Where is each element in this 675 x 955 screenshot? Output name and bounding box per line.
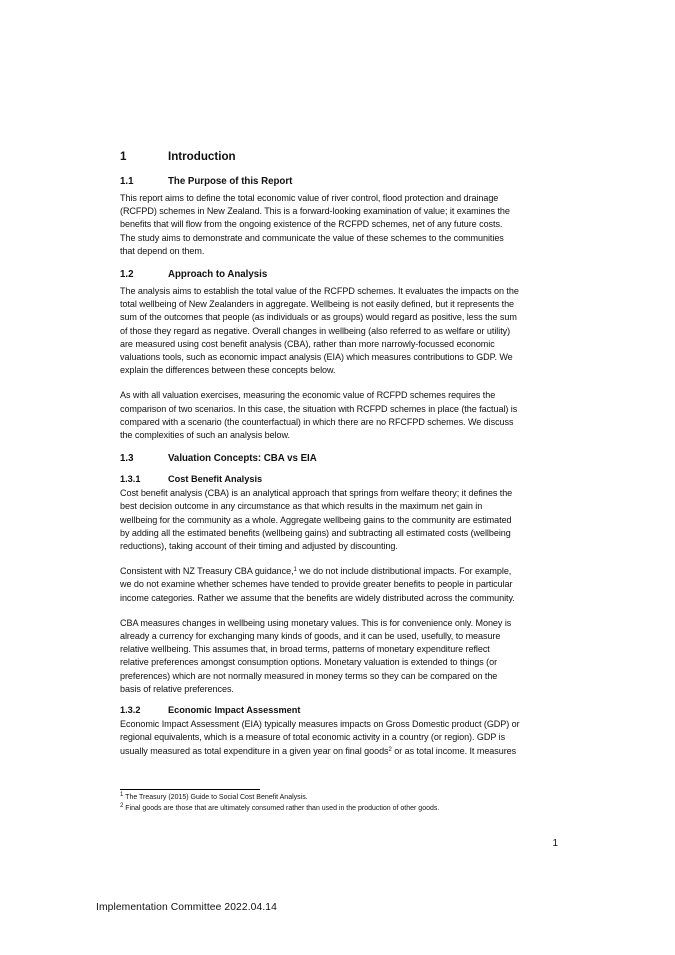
text-line: best decision outcome in any circumstance as that which results in the maximum net gain in (120, 501, 483, 512)
footnote-text: The Treasury (2015) Guide to Social Cost Benefit Analysis. (123, 794, 308, 801)
text-line: CBA measures changes in wellbeing using monetary values. This is for convenience only. Money is (120, 617, 512, 628)
subsection-title: The Purpose of this Report (168, 176, 293, 187)
text-line: income categories. Rather we assume that the benefits are widely distributed across the community. (120, 592, 515, 603)
text-line: sum of the outcomes that people (as individuals or as groups) would regard as positive, less the sum (120, 312, 517, 323)
text-line: already a currency for exchanging many kinds of goods, and it can be used, usefully, to measure (120, 631, 501, 642)
text-line: relative preferences amongst consumption options. Monetary valuation is extended to things (or (120, 657, 498, 668)
footnote-ref-1: 1 (293, 567, 297, 574)
footnote-1 (120, 793, 558, 804)
section-number: 1 (120, 150, 127, 163)
footnote-divider (120, 789, 260, 790)
text-line: Economic Impact Assessment (EIA) typically measures impacts on Gross Domestic product (GDP) or (120, 719, 520, 730)
footnote-2 (120, 804, 558, 815)
page-content (120, 149, 558, 758)
text-line: valuations tools, such as economic impact analysis (EIA) which measures contributions to GDP. We (120, 352, 513, 363)
subsection-number: 1.3 (120, 453, 134, 465)
subsection-title: Valuation Concepts: CBA vs EIA (168, 453, 317, 465)
text-line (120, 565, 558, 578)
footnote-marker: 2 (120, 802, 124, 809)
text-line: preferences) which are not normally measured in money terms so they can be compared on the (120, 670, 498, 681)
text-line: The analysis aims to establish the total value of the RCFPD schemes. It evaluates the impacts on the (120, 286, 519, 297)
text-line: the complexities of such an analysis below. (120, 430, 290, 441)
footnote-marker: 1 (120, 792, 124, 798)
text-line (120, 745, 558, 758)
text-line: are measured using cost benefit analysis (CBA), rather than more narrowly-focussed economic (120, 338, 495, 349)
subsubsection-number: 1.3.2 (120, 705, 141, 716)
footnote-text: Final goods are those that are ultimately consumed rather than used in the production of other goods. (123, 804, 440, 812)
text-line: relative wellbeing. This assumes that, in broad terms, patterns of monetary expenditure reflect (120, 644, 490, 655)
text-line: compared with a scenario (the counterfactual) in which there are no RFCFPD schemes. We discuss (120, 416, 514, 427)
subsection-heading-1-2 (120, 268, 558, 281)
subsubsection-heading-1-3-1 (120, 473, 558, 486)
text-segment: usually measured as total expenditure in a given year on final goods (120, 745, 389, 756)
text-line: regional equivalents, which is a measure of total economic activity in a country (or region). GDP is (120, 732, 506, 743)
paragraph-approach-1 (120, 285, 558, 377)
text-line: reductions), taking account of their timing and adjusted by discounting. (120, 541, 398, 552)
paragraph-cba-1 (120, 487, 558, 553)
subsection-title: Approach to Analysis (168, 269, 268, 281)
section-title: Introduction (168, 150, 236, 163)
subsubsection-heading-1-3-2 (120, 704, 558, 717)
text-line: basis of relative preferences. (120, 683, 234, 694)
text-line: Cost benefit analysis (CBA) is an analytical approach that springs from welfare theory; it defines the (120, 488, 513, 499)
subsection-number: 1.2 (120, 269, 134, 281)
footnote-ref-2: 2 (388, 746, 392, 753)
paragraph-cba-3 (120, 617, 558, 696)
text-line: benefits that will flow from the ongoing existence of the RCFPD schemes, net of any future costs. (120, 219, 503, 230)
text-segment: Consistent with NZ Treasury CBA guidance, (120, 566, 294, 577)
footer-text: Implementation Committee 2022.04.14 (96, 902, 277, 913)
page-number: 1 (552, 838, 558, 849)
section-heading-1 (120, 149, 558, 165)
paragraph-eia-1 (120, 718, 558, 758)
text-line: that depend on them. (120, 245, 205, 256)
subsection-number: 1.1 (120, 176, 134, 187)
text-line: This report aims to define the total economic value of river control, flood protection and drainage (120, 193, 499, 203)
subsubsection-title: Cost Benefit Analysis (168, 474, 263, 485)
footnotes (120, 793, 558, 814)
text-line: As with all valuation exercises, measuring the economic value of RCFPD schemes requires the (120, 390, 496, 401)
text-line: by adding all the estimated benefits (wellbeing gains) and subtracting all estimated costs (wellbeing (120, 527, 511, 538)
text-line: of those they regard as negative. Overall changes in wellbeing (also referred to as welfare or utility) (120, 325, 511, 336)
text-segment: we do not include distributional impacts. For example, (296, 566, 512, 577)
subsubsection-title: Economic Impact Assessment (168, 705, 301, 716)
text-segment: or as total income. It measures (391, 745, 517, 756)
text-line: we do not examine whether schemes have tended to provide greater benefits to people in particular (120, 579, 513, 590)
text-line: wellbeing for the community as a whole. Aggregate wellbeing gains to the community are estimated (120, 514, 512, 525)
subsection-heading-1-3 (120, 452, 558, 465)
text-line: The study aims to demonstrate and communicate the value of these schemes to the communities (120, 232, 504, 243)
subsection-heading-1-1 (120, 175, 558, 188)
subsubsection-number: 1.3.1 (120, 474, 141, 485)
paragraph-approach-2 (120, 389, 558, 442)
text-line: (RCFPD) schemes in New Zealand. This is a forward-looking examination of value; it examines the (120, 206, 510, 217)
text-line: total wellbeing of New Zealanders in aggregate. Wellbeing is not easily defined, but it represents the (120, 299, 515, 310)
paragraph-purpose (120, 192, 558, 258)
text-line: explain the differences between these concepts below. (120, 365, 336, 376)
text-line: comparison of two scenarios. In this case, the situation with RCFPD schemes in place (the factual) is (120, 403, 518, 414)
paragraph-cba-2 (120, 565, 558, 605)
